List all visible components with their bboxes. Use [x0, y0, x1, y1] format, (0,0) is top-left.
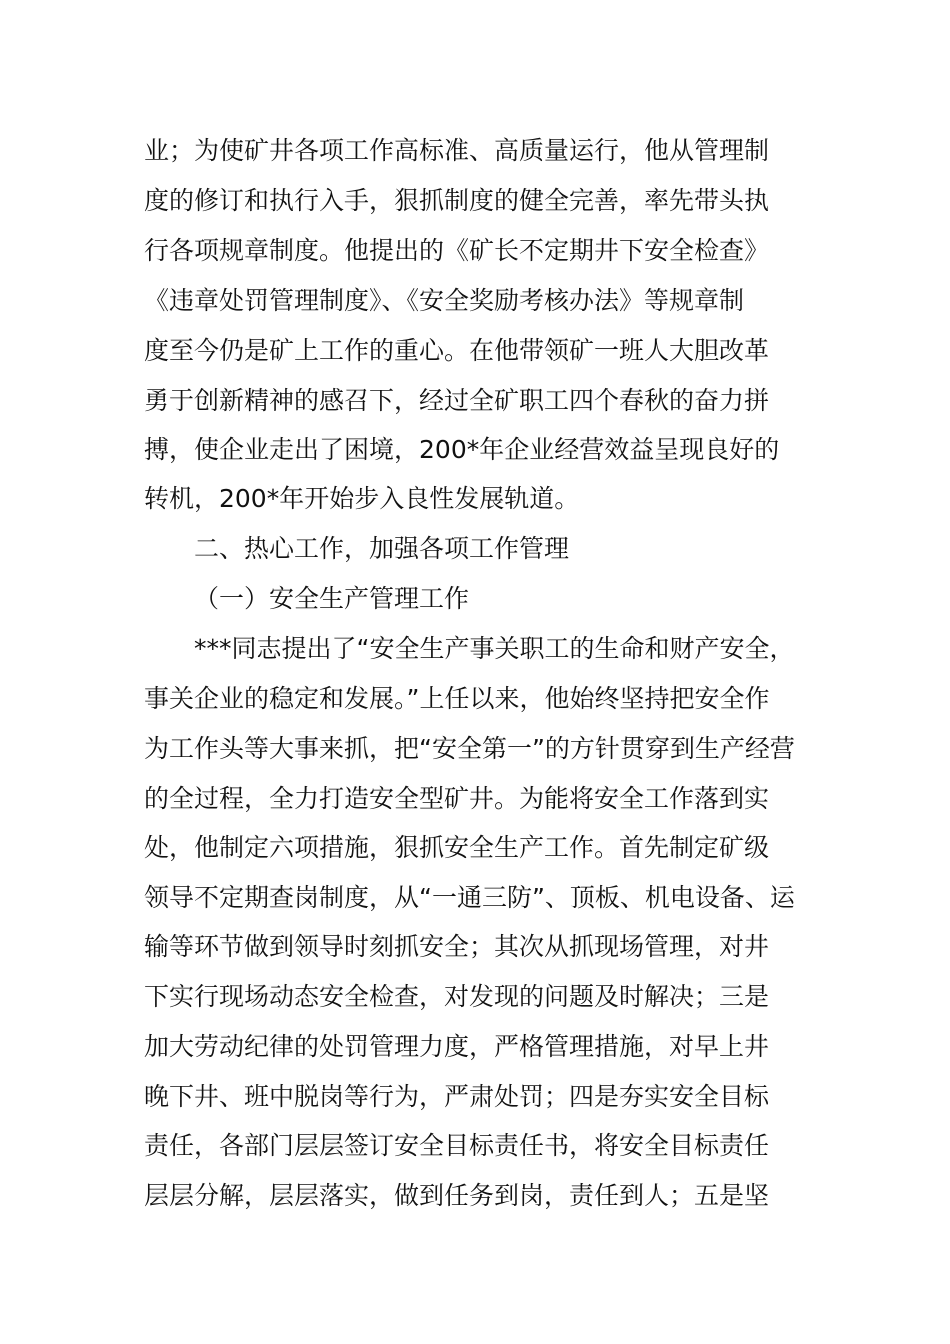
body-text-line: 领导不定期查岗制度，从“一通三防”、顶板、机电设备、运	[144, 883, 795, 912]
body-text-line: 行各项规章制度。他提出的《矿长不定期井下安全检查》	[144, 236, 770, 265]
body-text-line: 事关企业的稳定和发展。”上任以来，他始终坚持把安全作	[144, 684, 770, 713]
body-text-line: 下实行现场动态安全检查，对发现的问题及时解决；三是	[144, 982, 770, 1011]
body-text-line: 处，他制定六项措施，狠抓安全生产工作。首先制定矿级	[144, 833, 770, 862]
subsection-heading: （一）安全生产管理工作	[194, 584, 470, 613]
body-text-line: 勇于创新精神的感召下，经过全矿职工四个春秋的奋力拼	[144, 386, 770, 415]
body-text-line: 搏，使企业走出了困境，200*年企业经营效益呈现良好的	[144, 435, 780, 464]
body-text-line: 的全过程，全力打造安全型矿井。为能将安全工作落到实	[144, 784, 770, 813]
body-text-line: 输等环节做到领导时刻抓安全；其次从抓现场管理，对井	[144, 932, 770, 961]
body-text-line: 加大劳动纪律的处罚管理力度，严格管理措施，对早上井	[144, 1032, 770, 1061]
body-text-line: ***同志提出了“安全生产事关职工的生命和财产安全，	[194, 634, 795, 663]
body-text-line: 转机，200*年开始步入良性发展轨道。	[144, 484, 580, 513]
body-text-line: 《违章处罚管理制度》、《安全奖励考核办法》等规章制	[144, 286, 745, 315]
body-text-line: 度至今仍是矿上工作的重心。在他带领矿一班人大胆改革	[144, 336, 770, 365]
body-text-line: 度的修订和执行入手，狠抓制度的健全完善，率先带头执	[144, 186, 770, 215]
body-text-line: 业；为使矿井各项工作高标准、高质量运行，他从管理制	[144, 136, 770, 165]
body-text-line: 责任，各部门层层签订安全目标责任书，将安全目标责任	[144, 1131, 770, 1160]
body-text-line: 为工作头等大事来抓，把“安全第一”的方针贯穿到生产经营	[144, 734, 795, 763]
body-text-line: 晚下井、班中脱岗等行为，严肃处罚；四是夯实安全目标	[144, 1082, 770, 1111]
section-heading: 二、热心工作，加强各项工作管理	[194, 534, 570, 563]
body-text-line: 层层分解，层层落实，做到任务到岗，责任到人；五是坚	[144, 1181, 770, 1210]
